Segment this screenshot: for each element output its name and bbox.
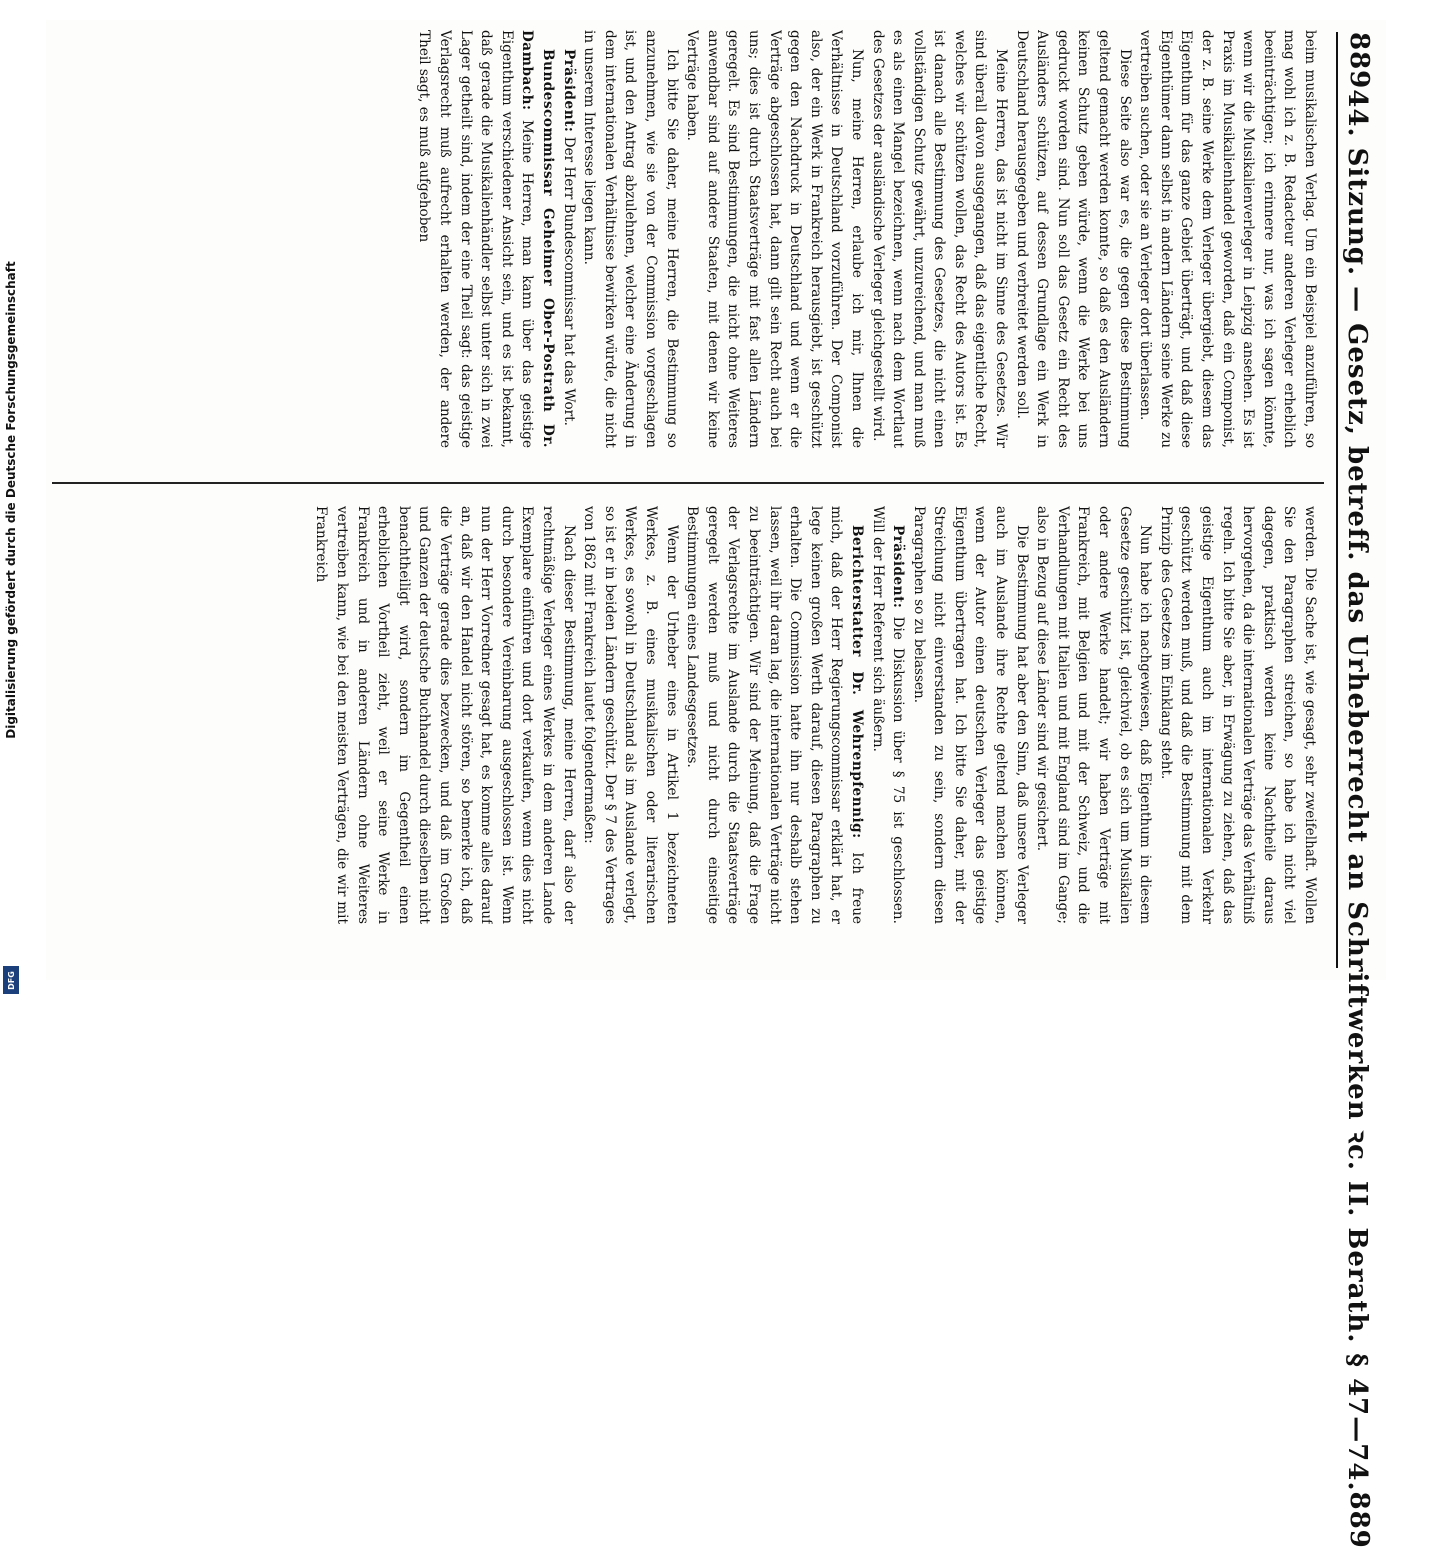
paragraph: Nach dieser Bestimmung, meine Herren, darf also der rechtmäßige Verleger eines Werkes in dem anderen Lande Exemplare einführen und dort verkaufen, wenn dies nicht durch besondere Vereinbarung ausgeschlossen ist. Wenn nun der Herr Vorredner gesagt hat, es komme alles darauf an, daß wir den Handel nicht stören, so bemerke ich, daß die Verträge gerade dies bezwecken, und daß im Großen und Ganzen der deutsche Buchhandel durch dieselben nicht benachtheiligt wird, sondern im Gegentheil einen erheblichen Vortheil zieht, weil er seine Werke in Frankreich und in anderen Ländern ohne Weiteres vertreiben kann, wie bei den meisten Verträgen, die wir mit Frankreich [313, 506, 577, 924]
paragraph: Die Bestimmung hat aber den Sinn, daß unsere Verleger auch im Auslande ihre Rechte geltend machen können, wenn der Autor einen deutschen Verleger das geistige Eigenthum übertragen hat. Ich bitte Sie daher, mit der Streichung nicht einverstanden zu sein, sondern diesen Paragraphen so zu belassen. [910, 506, 1030, 924]
logo-text: DFG [6, 970, 16, 990]
paragraph: Diese Seite also war es, die gegen diese Bestimmung geltend gemacht werden konnte, so daß es den Ausländern keinen Schutz geben würde, wenn die Werke bei uns gedruckt worden sind. Nun soll das Gesetz ein Recht des Ausländers schützen, auf dessen Grundlage ein Werk in Deutschland herausgegeben und verbreitet werden soll. [1013, 30, 1133, 448]
page-header [1336, 32, 1380, 1549]
speech-text: Die Diskussion über § 75 ist geschlossen. Will der Herr Referent sich äußern. [869, 506, 907, 924]
rotated-page [46, 20, 1386, 1549]
speech-text: Meine Herren, man kann über das geistige Eigenthum verschiedener Ansicht sein, und es ist bekannt, daß gerade die Musikalienhändler selbst unter sich in zwei Lager getheilt sind, indem der eine Theil sagt: das geistige Verlagsrecht muß aufrecht erhalten werden, der andere Theil sagt, es muß aufgehoben [416, 30, 536, 448]
speaker-name: Präsident: [560, 49, 577, 133]
page-number-right: 889 [1344, 1491, 1374, 1549]
speech-paragraph [558, 30, 579, 448]
text-column-right [64, 506, 1320, 924]
paragraph: Meine Herren, das ist nicht im Sinne des Gesetzes. Wir sind überall davon ausgegangen, daß das eigentliche Recht, welches wir schützen wollen, das Recht des Autors ist. Es ist danach alle Bestimmung des Gesetzes, die nicht einen vollständigen Schutz gewährt, unzureichend, und man muß es als einen Mangel bezeichnen, wenn nach dem Wortlaut des Gesetzes der ausländische Verleger gleichgestellt wird. [869, 30, 1010, 448]
speech-paragraph [867, 506, 908, 924]
speech-text: Der Herr Bundescommissar hat das Wort. [560, 136, 577, 426]
text-column-left [64, 30, 1320, 448]
speaker-name: Berichterstatter Dr. Wehrenpfennig: [848, 525, 865, 839]
digitization-footer [0, 0, 22, 1000]
speech-text: Ich freue mich, daß der Herr Regierungscommissar erklärt hat, er lege keinen großen Werth darauf, diesen Paragraphen zu erhalten. Die Commission hatte ihn nur deshalb stehen lassen, weil ihr daran lag, die internationalen Verträge nicht zu beeinträchtigen. Wir sind der Meinung, daß die Frage der Verlagsrechte im Auslande durch die Staatsverträge geregelt werden muß und nicht durch einseitige Bestimmungen eines Landesgesetzes. [684, 506, 865, 924]
running-title: 44. Sitzung. — Gesetz, betreff. das Urheberrecht an Schriftwerken ꝛc. II. Berath. § 47—74. [1342, 89, 1372, 1492]
speech-paragraph [414, 30, 558, 448]
paragraph: beim musikalischen Verlag. Um ein Beispiel anzuführen, so mag wohl ich z. B. Redacteur anderen Verleger erheblich beeinträchtigen; ich erinnere nur, was ich sagen könnte, wenn wir die Musikalienverleger in Leipzig ansehen. Es ist Praxis im Musikalienhandel geworden, daß ein Componist, der z. B. seine Werke dem Verleger übergiebt, diesem das Eigenthum für das ganze Gebiet überträgt, und daß diese Eigenthümer dann selbst in andern Ländern seine Werke zu vertreiben suchen, oder sie an Verleger dort überlassen. [1137, 30, 1318, 448]
paragraph: werden. Die Sache ist, wie gesagt, sehr zweifelhaft. Wollen Sie den Paragraphen streichen, so habe ich nicht viel dagegen, praktisch werden keine Nachtheile daraus hervorgehen, da die internationalen Verträge das Verhältniß regeln. Ich bitte Sie aber, in Erwägung zu ziehen, daß das geistige Eigenthum auch im internationalen Verkehr geschützt werden muß, und daß die Bestimmung mit dem Prinzip des Gesetzes im Einklang steht. [1157, 506, 1318, 924]
speaker-name: Bundescommissar Geheimer Ober-Postrath Dr. Dambach: [519, 30, 557, 448]
paragraph: Nun habe ich nachgewiesen, daß Eigenthum in diesem Gesetze geschützt ist, gleichviel, ob es sich um Musikalien oder andere Werke handelt; wir haben Verträge mit Frankreich, mit Belgien und mit der Schweiz, und die Verhandlungen mit Italien und mit England sind im Gange; also in Bezug auf diese Länder sind wir gesichert. [1034, 506, 1154, 924]
digitization-credit: Digitalisierung gefördert durch die Deutsche Forschungsgemeinschaft [4, 261, 18, 739]
speech-paragraph [682, 506, 867, 924]
paragraph: Nun, meine Herren, erlaube ich mir, Ihnen die Verhältnisse in Deutschland vorzuführen. Der Componist also, der ein Werk in Frankreich herausgiebt, ist geschützt gegen den Nachdruck in Deutschland und wenn er die Verträge abgeschlossen hat, dann gilt sein Recht auch bei uns; dies ist durch Staatsverträge mit fast allen Ländern geregelt. Es sind Bestimmungen, die nicht ohne Weiteres anwendbar sind auf andere Staaten, mit denen wir keine Verträge haben. [684, 30, 865, 448]
page-number-left: 889 [1344, 32, 1374, 90]
paragraph: Ich bitte Sie daher, meine Herren, die Bestimmung so anzunehmen, wie sie von der Commission vorgeschlagen ist, und den Antrag abzulehnen, welcher eine Änderung in dem internationalen Verhältnisse bewirken würde, die nicht in unserem Interesse liegen kann. [581, 30, 680, 448]
dfg-logo [3, 966, 19, 994]
paragraph: Wenn der Urheber eines in Artikel 1 bezeichneten Werkes, z. B. eines musikalischen oder literarischen Werkes, es sowohl in Deutschland als im Auslande verlegt, so ist er in beiden Ländern geschützt. Der § 7 des Vertrages von 1862 mit Frankreich lautet folgendermaßen: [581, 506, 680, 924]
speaker-name: Präsident: [890, 525, 907, 609]
column-divider [52, 482, 1324, 484]
